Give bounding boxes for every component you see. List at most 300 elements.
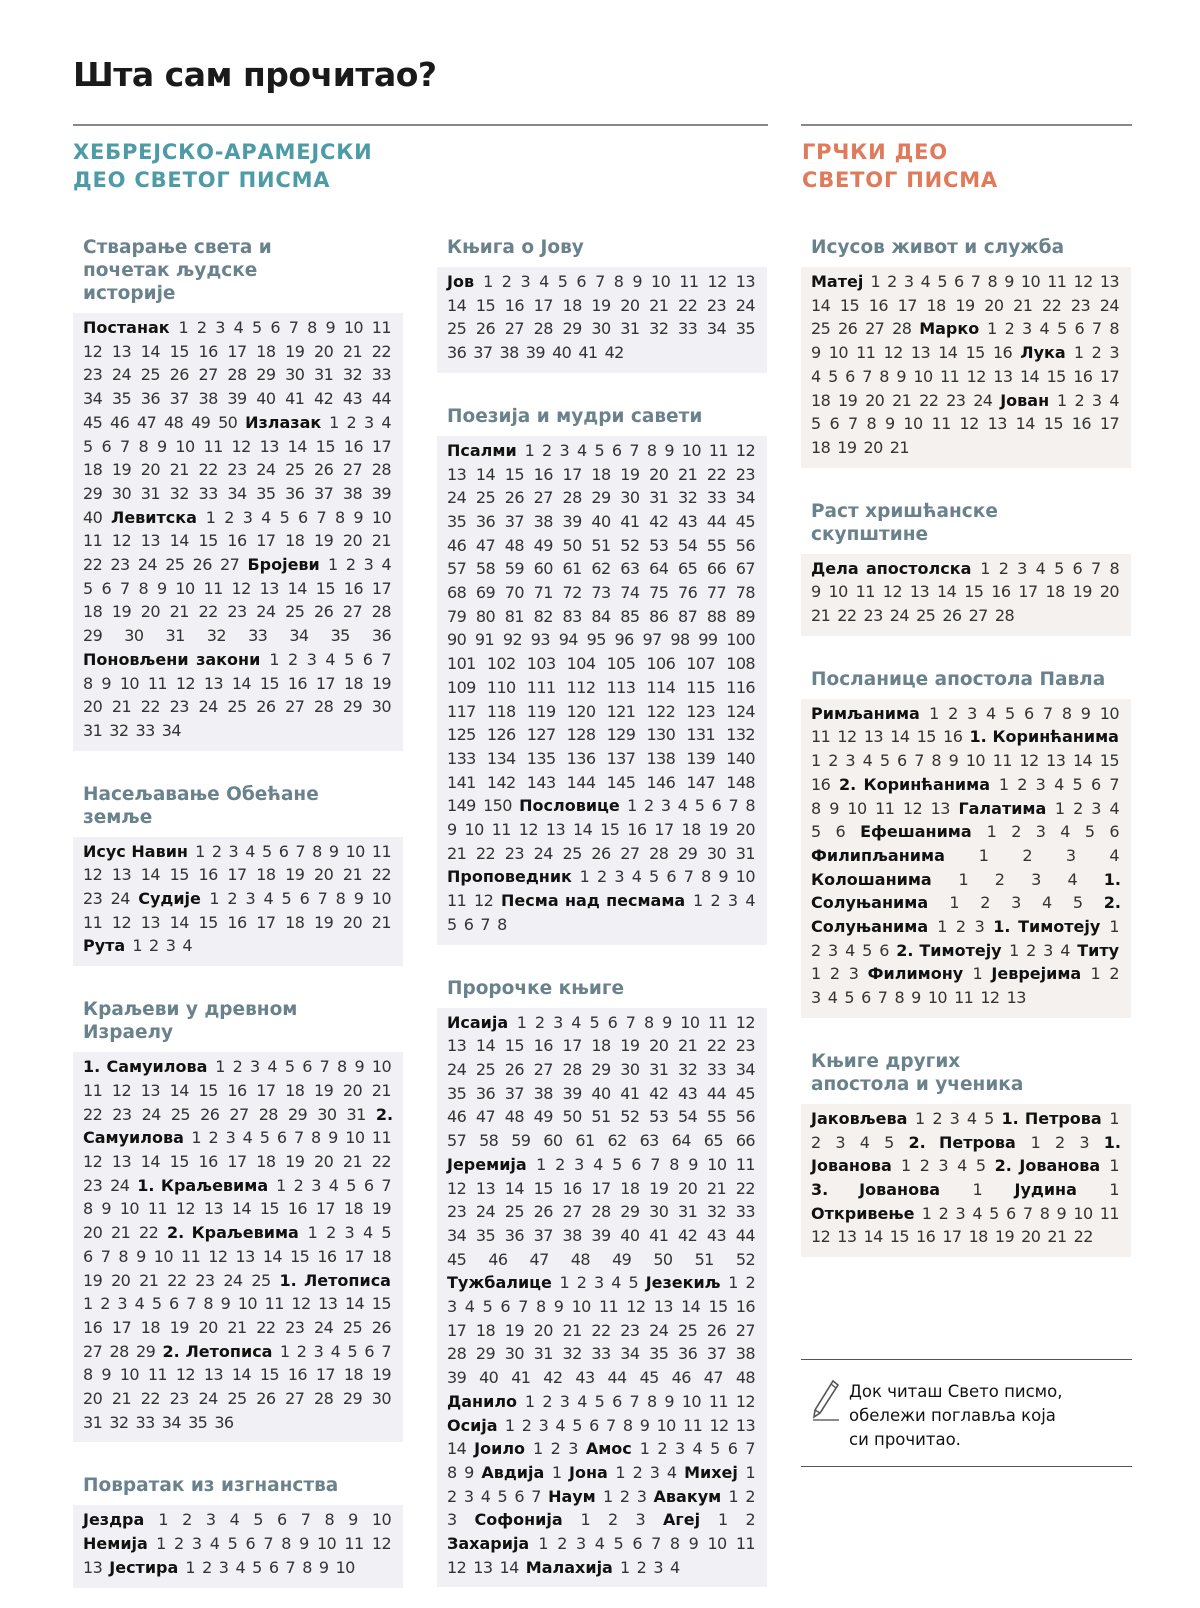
chapter-number[interactable]: 5 <box>1004 703 1015 723</box>
chapter-number[interactable]: 83 <box>562 606 582 626</box>
chapter-number[interactable]: 34 <box>706 319 727 339</box>
chapter-number[interactable]: 27 <box>504 319 524 339</box>
chapter-number[interactable]: 6 <box>879 940 889 960</box>
chapter-number[interactable]: 53 <box>649 535 669 555</box>
chapter-number[interactable]: 8 <box>334 507 345 527</box>
chapter-number[interactable]: 15 <box>259 1199 280 1219</box>
chapter-number[interactable]: 10 <box>828 582 848 602</box>
chapter-number[interactable]: 12 <box>231 436 251 456</box>
chapter-number[interactable]: 14 <box>231 673 252 693</box>
chapter-number[interactable]: 2 <box>980 893 990 913</box>
chapter-number[interactable]: 3 <box>1079 1132 1089 1152</box>
chapter-number[interactable]: 41 <box>511 1368 531 1388</box>
chapter-number[interactable]: 5 <box>1056 319 1067 339</box>
chapter-number[interactable]: 49 <box>191 412 211 432</box>
chapter-number[interactable]: 1 <box>1109 1179 1119 1199</box>
chapter-number[interactable]: 149 <box>447 796 476 816</box>
chapter-number[interactable]: 4 <box>325 649 335 669</box>
chapter-number[interactable]: 51 <box>591 535 611 555</box>
chapter-number[interactable]: 17 <box>227 341 247 361</box>
chapter-number[interactable]: 26 <box>838 319 858 339</box>
chapter-number[interactable]: 142 <box>486 772 516 792</box>
chapter-number[interactable]: 1 <box>1057 390 1067 410</box>
chapter-number[interactable]: 50 <box>562 535 582 555</box>
chapter-number[interactable]: 34 <box>161 720 181 740</box>
chapter-number[interactable]: 2 <box>1022 845 1032 865</box>
chapter-number[interactable]: 42 <box>314 389 334 409</box>
chapter-number[interactable]: 39 <box>562 1083 582 1103</box>
chapter-number[interactable]: 28 <box>258 1104 278 1124</box>
chapter-number[interactable]: 9 <box>1004 272 1014 291</box>
chapter-number[interactable]: 3 <box>1091 390 1102 410</box>
chapter-number[interactable]: 4 <box>229 1510 240 1530</box>
chapter-number[interactable]: 16 <box>227 1080 247 1100</box>
chapter-number[interactable]: 32 <box>109 1412 129 1432</box>
chapter-number[interactable]: 5 <box>828 366 838 386</box>
chapter-number[interactable]: 46 <box>447 1107 467 1127</box>
chapter-number[interactable]: 143 <box>526 772 556 792</box>
chapter-number[interactable]: 2 <box>173 1534 184 1554</box>
chapter-number[interactable]: 17 <box>371 436 392 456</box>
chapter-number[interactable]: 6 <box>463 914 474 934</box>
chapter-number[interactable]: 44 <box>735 1225 755 1245</box>
chapter-number[interactable]: 15 <box>600 820 620 840</box>
chapter-number[interactable]: 24 <box>223 1270 243 1290</box>
chapter-number[interactable]: 2 <box>182 1510 192 1530</box>
chapter-number[interactable]: 18 <box>475 1320 496 1340</box>
chapter-number[interactable]: 150 <box>483 796 512 816</box>
chapter-number[interactable]: 11 <box>181 1246 201 1266</box>
chapter-number[interactable]: 45 <box>735 511 755 531</box>
chapter-number[interactable]: 9 <box>328 841 339 861</box>
chapter-number[interactable]: 48 <box>570 1249 590 1269</box>
chapter-number[interactable]: 15 <box>965 343 985 363</box>
chapter-number[interactable]: 25 <box>475 488 496 508</box>
chapter-number[interactable]: 10 <box>680 1012 700 1032</box>
chapter-number[interactable]: 1 <box>972 1179 983 1199</box>
chapter-number[interactable]: 4 <box>845 940 855 960</box>
chapter-number[interactable]: 18 <box>285 912 305 932</box>
chapter-number[interactable]: 101 <box>447 654 476 674</box>
chapter-number[interactable]: 29 <box>591 488 611 508</box>
chapter-number[interactable]: 140 <box>726 748 755 768</box>
chapter-number[interactable]: 3 <box>363 555 374 575</box>
chapter-number[interactable]: 13 <box>909 582 930 602</box>
chapter-number[interactable]: 68 <box>447 583 467 603</box>
chapter-number[interactable]: 9 <box>1056 1203 1067 1223</box>
chapter-number[interactable]: 132 <box>726 725 755 745</box>
chapter-number[interactable]: 52 <box>620 1107 640 1127</box>
chapter-number[interactable]: 9 <box>896 366 906 386</box>
chapter-number[interactable]: 10 <box>927 988 947 1008</box>
chapter-number[interactable]: 4 <box>134 1294 145 1314</box>
chapter-number[interactable]: 6 <box>299 889 310 909</box>
chapter-number[interactable]: 9 <box>447 820 457 840</box>
chapter-number[interactable]: 6 <box>835 822 846 842</box>
chapter-number[interactable]: 36 <box>678 1344 698 1364</box>
chapter-number[interactable]: 8 <box>1109 558 1120 578</box>
chapter-number[interactable]: 2 <box>542 440 552 460</box>
chapter-number[interactable]: 1 <box>1109 1108 1119 1128</box>
chapter-number[interactable]: 4 <box>1060 940 1070 960</box>
chapter-number[interactable]: 3 <box>228 841 239 861</box>
chapter-number[interactable]: 2 <box>100 1294 110 1314</box>
chapter-number[interactable]: 23 <box>83 1175 103 1195</box>
chapter-number[interactable]: 21 <box>1013 295 1033 315</box>
chapter-number[interactable]: 1 <box>1109 1156 1119 1176</box>
chapter-number[interactable]: 12 <box>447 1178 467 1198</box>
chapter-number[interactable]: 45 <box>735 1083 755 1103</box>
chapter-number[interactable]: 8 <box>646 440 657 460</box>
chapter-number[interactable]: 1 <box>524 440 535 460</box>
chapter-number[interactable]: 27 <box>533 1059 553 1079</box>
chapter-number[interactable]: 9 <box>318 1557 329 1577</box>
chapter-number[interactable]: 1 <box>1109 917 1119 937</box>
chapter-number[interactable]: 8 <box>669 1154 679 1174</box>
chapter-number[interactable]: 6 <box>1023 703 1034 723</box>
chapter-number[interactable]: 17 <box>227 865 247 885</box>
chapter-number[interactable]: 2 <box>1091 343 1102 363</box>
chapter-number[interactable]: 17 <box>562 1036 582 1056</box>
chapter-number[interactable]: 54 <box>678 1107 698 1127</box>
chapter-number[interactable]: 7 <box>288 318 299 337</box>
chapter-number[interactable]: 18 <box>256 341 276 361</box>
chapter-number[interactable]: 17 <box>256 531 276 551</box>
chapter-number[interactable]: 1 <box>1090 964 1101 984</box>
chapter-number[interactable]: 4 <box>242 1128 253 1148</box>
chapter-number[interactable]: 23 <box>112 1104 132 1124</box>
chapter-number[interactable]: 47 <box>529 1249 549 1269</box>
chapter-number[interactable]: 128 <box>566 725 596 745</box>
chapter-number[interactable]: 8 <box>337 1057 347 1077</box>
chapter-number[interactable]: 11 <box>83 912 103 932</box>
chapter-number[interactable]: 10 <box>913 366 933 386</box>
chapter-number[interactable]: 29 <box>256 365 276 385</box>
chapter-number[interactable]: 7 <box>683 867 694 887</box>
chapter-number[interactable]: 17 <box>1099 414 1120 434</box>
chapter-number[interactable]: 12 <box>111 912 132 932</box>
chapter-number[interactable]: 25 <box>251 1270 271 1290</box>
chapter-number[interactable]: 12 <box>1073 272 1093 291</box>
chapter-number[interactable]: 1 <box>980 558 990 578</box>
chapter-number[interactable]: 22 <box>83 555 103 575</box>
chapter-number[interactable]: 46 <box>447 535 467 555</box>
chapter-number[interactable]: 30 <box>111 483 132 503</box>
chapter-number[interactable]: 16 <box>317 1246 337 1266</box>
chapter-number[interactable]: 21 <box>111 697 132 717</box>
chapter-number[interactable]: 15 <box>889 1227 909 1247</box>
chapter-number[interactable]: 15 <box>1046 366 1066 386</box>
chapter-number[interactable]: 18 <box>591 464 611 484</box>
chapter-number[interactable]: 38 <box>533 511 553 531</box>
chapter-number[interactable]: 134 <box>486 748 516 768</box>
chapter-number[interactable]: 14 <box>287 578 307 598</box>
chapter-number[interactable]: 25 <box>562 843 582 863</box>
chapter-number[interactable]: 35 <box>447 511 467 531</box>
chapter-number[interactable]: 30 <box>504 1344 524 1364</box>
chapter-number[interactable]: 30 <box>371 697 391 717</box>
chapter-number[interactable]: 35 <box>649 1344 669 1364</box>
chapter-number[interactable]: 63 <box>620 559 640 579</box>
chapter-number[interactable]: 5 <box>557 272 568 291</box>
chapter-number[interactable]: 20 <box>111 1270 131 1290</box>
chapter-number[interactable]: 3 <box>575 1534 586 1554</box>
chapter-number[interactable]: 22 <box>837 606 857 626</box>
chapter-number[interactable]: 22 <box>198 602 218 622</box>
chapter-number[interactable]: 4 <box>745 891 755 911</box>
chapter-number[interactable]: 16 <box>343 436 363 456</box>
chapter-number[interactable]: 11 <box>344 1534 364 1554</box>
chapter-number[interactable]: 16 <box>991 582 1011 602</box>
chapter-number[interactable]: 6 <box>607 1012 618 1032</box>
chapter-number[interactable]: 14 <box>863 1227 883 1247</box>
chapter-number[interactable]: 9 <box>220 1294 231 1314</box>
chapter-number[interactable]: 15 <box>839 295 860 315</box>
chapter-number[interactable]: 8 <box>335 889 346 909</box>
chapter-number[interactable]: 62 <box>607 1131 627 1151</box>
chapter-number[interactable]: 5 <box>984 1108 994 1128</box>
chapter-number[interactable]: 10 <box>343 318 363 337</box>
chapter-number[interactable]: 28 <box>649 843 669 863</box>
chapter-number[interactable]: 1 <box>811 751 821 771</box>
chapter-number[interactable]: 24 <box>111 365 132 385</box>
chapter-number[interactable]: 8 <box>931 751 942 771</box>
chapter-number[interactable]: 35 <box>735 319 755 339</box>
chapter-number[interactable]: 60 <box>533 559 553 579</box>
chapter-number[interactable]: 8 <box>879 366 889 386</box>
chapter-number[interactable]: 19 <box>837 437 857 457</box>
chapter-number[interactable]: 30 <box>317 1104 337 1124</box>
chapter-number[interactable]: 100 <box>726 630 755 650</box>
chapter-number[interactable]: 20 <box>342 912 363 932</box>
chapter-number[interactable]: 20 <box>83 697 103 717</box>
chapter-number[interactable]: 6 <box>612 1391 622 1411</box>
chapter-number[interactable]: 7 <box>650 1154 660 1174</box>
chapter-number[interactable]: 14 <box>447 295 467 315</box>
chapter-number[interactable]: 35 <box>475 1225 496 1245</box>
chapter-number[interactable]: 22 <box>371 1151 391 1171</box>
chapter-number[interactable]: 10 <box>119 673 140 693</box>
chapter-number[interactable]: 3 <box>955 1203 966 1223</box>
chapter-number[interactable]: 13 <box>735 1415 756 1435</box>
chapter-number[interactable]: 7 <box>518 1297 528 1317</box>
chapter-number[interactable]: 30 <box>591 319 611 339</box>
chapter-number[interactable]: 6 <box>589 1415 599 1435</box>
chapter-number[interactable]: 27 <box>342 460 363 480</box>
chapter-number[interactable]: 9 <box>101 673 112 693</box>
chapter-number[interactable]: 112 <box>566 677 596 697</box>
chapter-number[interactable]: 3 <box>553 1012 563 1032</box>
chapter-number[interactable]: 4 <box>209 1534 220 1554</box>
chapter-number[interactable]: 15 <box>169 341 189 361</box>
chapter-number[interactable]: 14 <box>231 1199 252 1219</box>
chapter-number[interactable]: 2 <box>1073 798 1083 818</box>
chapter-number[interactable]: 9 <box>948 751 959 771</box>
chapter-number[interactable]: 2 <box>608 1510 618 1530</box>
chapter-number[interactable]: 20 <box>533 1320 553 1340</box>
chapter-number[interactable]: 43 <box>575 1368 595 1388</box>
chapter-number[interactable]: 19 <box>314 1080 334 1100</box>
chapter-number[interactable]: 6 <box>861 988 871 1008</box>
chapter-number[interactable]: 13 <box>930 798 950 818</box>
chapter-number[interactable]: 17 <box>315 673 336 693</box>
chapter-number[interactable]: 9 <box>911 988 921 1008</box>
chapter-number[interactable]: 107 <box>686 654 716 674</box>
chapter-number[interactable]: 21 <box>811 606 831 626</box>
chapter-number[interactable]: 3 <box>1065 845 1076 865</box>
chapter-number[interactable]: 5 <box>594 440 605 460</box>
chapter-number[interactable]: 7 <box>1090 558 1101 578</box>
chapter-number[interactable]: 18 <box>256 1151 276 1171</box>
chapter-number[interactable]: 13 <box>1046 751 1066 771</box>
chapter-number[interactable]: 5 <box>844 988 854 1008</box>
chapter-number[interactable]: 6 <box>666 867 676 887</box>
chapter-number[interactable]: 11 <box>708 1012 728 1032</box>
chapter-number[interactable]: 5 <box>279 507 290 527</box>
chapter-number[interactable]: 2 <box>955 917 966 937</box>
chapter-number[interactable]: 17 <box>315 1199 336 1219</box>
chapter-number[interactable]: 6 <box>169 1294 179 1314</box>
chapter-number[interactable]: 32 <box>109 720 129 740</box>
chapter-number[interactable]: 4 <box>966 1108 977 1128</box>
chapter-number[interactable]: 14 <box>1072 751 1093 771</box>
chapter-number[interactable]: 3 <box>363 412 374 432</box>
chapter-number[interactable]: 56 <box>735 1107 755 1127</box>
chapter-number[interactable]: 35 <box>188 1412 208 1432</box>
chapter-number[interactable]: 47 <box>137 412 157 432</box>
chapter-number[interactable]: 18 <box>83 460 103 480</box>
chapter-number[interactable]: 31 <box>533 1344 553 1364</box>
chapter-number[interactable]: 51 <box>591 1107 611 1127</box>
chapter-number[interactable]: 12 <box>980 988 1000 1008</box>
chapter-number[interactable]: 29 <box>678 843 698 863</box>
chapter-number[interactable]: 3 <box>727 891 738 911</box>
chapter-number[interactable]: 20 <box>342 1080 363 1100</box>
chapter-number[interactable]: 4 <box>920 272 931 291</box>
chapter-number[interactable]: 75 <box>649 583 669 603</box>
chapter-number[interactable]: 2 <box>293 1175 304 1195</box>
chapter-number[interactable]: 4 <box>1035 558 1046 578</box>
chapter-number[interactable]: 139 <box>686 748 716 768</box>
chapter-number[interactable]: 2 <box>208 1128 219 1148</box>
chapter-number[interactable]: 3 <box>1091 798 1101 818</box>
chapter-number[interactable]: 25 <box>227 697 247 717</box>
chapter-number[interactable]: 13 <box>140 912 160 932</box>
chapter-number[interactable]: 25 <box>170 1104 191 1124</box>
chapter-number[interactable]: 36 <box>504 1225 524 1245</box>
chapter-number[interactable]: 7 <box>119 578 130 598</box>
chapter-number[interactable]: 6 <box>101 578 112 598</box>
chapter-number[interactable]: 24 <box>447 1059 467 1079</box>
chapter-number[interactable]: 25 <box>447 319 467 339</box>
chapter-number[interactable]: 41 <box>285 389 305 409</box>
chapter-number[interactable]: 63 <box>639 1131 659 1151</box>
chapter-number[interactable]: 1 <box>972 964 983 984</box>
chapter-number[interactable]: 10 <box>903 414 923 434</box>
chapter-number[interactable]: 4 <box>381 412 391 432</box>
chapter-number[interactable]: 5 <box>1072 893 1083 913</box>
chapter-number[interactable]: 21 <box>678 464 698 484</box>
chapter-number[interactable]: 17 <box>256 1080 276 1100</box>
chapter-number[interactable]: 15 <box>504 464 524 484</box>
chapter-number[interactable]: 120 <box>566 701 596 721</box>
chapter-number[interactable]: 1 <box>533 1439 543 1459</box>
chapter-number[interactable]: 5 <box>151 1294 162 1314</box>
chapter-number[interactable]: 1 <box>559 1273 570 1293</box>
chapter-number[interactable]: 20 <box>314 341 334 361</box>
chapter-number[interactable]: 62 <box>591 559 611 579</box>
chapter-number[interactable]: 2 <box>1055 1132 1065 1152</box>
chapter-number[interactable]: 11 <box>683 1415 703 1435</box>
chapter-number[interactable]: 12 <box>966 366 986 386</box>
chapter-number[interactable]: 4 <box>328 1175 339 1195</box>
chapter-number[interactable]: 4 <box>381 555 392 575</box>
chapter-number[interactable]: 6 <box>302 1057 312 1077</box>
chapter-number[interactable]: 26 <box>200 1104 220 1124</box>
chapter-number[interactable]: 3 <box>828 940 838 960</box>
chapter-number[interactable]: 148 <box>726 772 755 792</box>
chapter-number[interactable]: 3 <box>520 272 531 291</box>
chapter-number[interactable]: 7 <box>1109 774 1119 794</box>
chapter-number[interactable]: 10 <box>656 1415 676 1435</box>
chapter-number[interactable]: 22 <box>167 1270 187 1290</box>
chapter-number[interactable]: 11 <box>147 1365 168 1385</box>
chapter-number[interactable]: 18 <box>620 1178 640 1198</box>
chapter-number[interactable]: 14 <box>140 341 160 361</box>
chapter-number[interactable]: 26 <box>504 488 524 508</box>
chapter-number[interactable]: 10 <box>1073 1203 1093 1223</box>
chapter-number[interactable]: 50 <box>218 412 238 432</box>
chapter-number[interactable]: 13 <box>111 865 132 885</box>
chapter-number[interactable]: 24 <box>256 460 276 480</box>
chapter-number[interactable]: 42 <box>649 511 669 531</box>
chapter-number[interactable]: 52 <box>620 535 640 555</box>
chapter-number[interactable]: 42 <box>604 343 624 363</box>
chapter-number[interactable]: 2 <box>227 889 237 909</box>
chapter-number[interactable]: 16 <box>868 295 888 315</box>
chapter-number[interactable]: 5 <box>811 414 821 434</box>
chapter-number[interactable]: 21 <box>649 295 669 315</box>
chapter-number[interactable]: 7 <box>877 988 888 1008</box>
chapter-number[interactable]: 10 <box>681 440 701 460</box>
chapter-number[interactable]: 111 <box>526 677 556 697</box>
chapter-number[interactable]: 4 <box>811 366 821 386</box>
chapter-number[interactable]: 14 <box>475 464 496 484</box>
chapter-number[interactable]: 12 <box>709 1415 729 1435</box>
chapter-number[interactable]: 22 <box>83 1104 103 1124</box>
chapter-number[interactable]: 19 <box>314 912 334 932</box>
chapter-number[interactable]: 66 <box>706 559 727 579</box>
chapter-number[interactable]: 130 <box>646 725 676 745</box>
chapter-number[interactable]: 57 <box>447 1131 467 1151</box>
chapter-number[interactable]: 11 <box>875 798 895 818</box>
chapter-number[interactable]: 39 <box>525 343 545 363</box>
chapter-number[interactable]: 24 <box>533 843 553 863</box>
chapter-number[interactable]: 26 <box>504 1059 524 1079</box>
chapter-number[interactable]: 25 <box>504 1202 524 1222</box>
chapter-number[interactable]: 2 <box>521 1415 532 1435</box>
chapter-number[interactable]: 17 <box>1018 582 1038 602</box>
chapter-number[interactable]: 6 <box>268 1557 279 1577</box>
chapter-number[interactable]: 104 <box>566 654 596 674</box>
chapter-number[interactable]: 4 <box>1109 390 1119 410</box>
chapter-number[interactable]: 26 <box>314 602 334 622</box>
chapter-number[interactable]: 13 <box>545 820 566 840</box>
chapter-number[interactable]: 4 <box>972 1203 982 1223</box>
chapter-number[interactable]: 2 <box>576 1273 587 1293</box>
chapter-number[interactable]: 4 <box>1067 869 1078 889</box>
chapter-number[interactable]: 7 <box>728 796 739 816</box>
